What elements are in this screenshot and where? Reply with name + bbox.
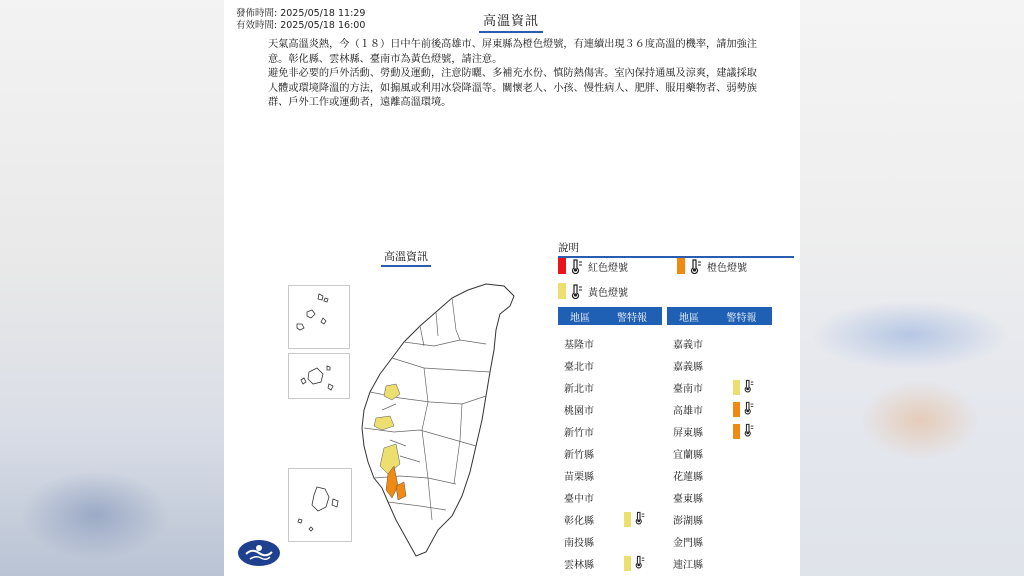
region-row xyxy=(558,486,624,508)
thermometer-icon xyxy=(634,510,646,528)
region-name: 新北市 xyxy=(564,383,594,395)
region-name: 嘉義市 xyxy=(673,339,703,351)
map-title: 高溫資訊 xyxy=(381,248,431,267)
advisory-paragraph-2: 避免非必要的戶外活動、勞動及運動，注意防曬、多補充水份、慎防熱傷害。室內保持通風及涼爽，建議採取人體或環境降溫的方法，如搧風或利用冰袋降溫等。關懷老人、小孩、慢性病人、肥胖、服用藥物者、弱勢族群、戶外工作或運動者，遠離高溫環境。 xyxy=(268,68,757,108)
region-row xyxy=(667,464,733,486)
region-name: 金門縣 xyxy=(673,537,703,549)
region-name: 嘉義縣 xyxy=(673,361,703,373)
heat-info-panel xyxy=(224,0,800,576)
warning-indicator-orange xyxy=(733,422,755,440)
region-row xyxy=(667,486,733,508)
col-region-right: 地區 xyxy=(679,312,699,324)
region-row xyxy=(667,398,755,420)
legend-red xyxy=(558,258,628,274)
warning-indicator-yellow xyxy=(733,378,755,396)
yellow-swatch xyxy=(624,556,631,571)
region-row xyxy=(667,332,733,354)
region-name: 新竹縣 xyxy=(564,449,594,461)
region-row xyxy=(667,376,755,398)
region-row xyxy=(558,376,624,398)
region-row xyxy=(667,552,733,574)
orange-swatch xyxy=(733,424,740,439)
orange-swatch xyxy=(733,402,740,417)
region-row xyxy=(558,464,624,486)
region-row xyxy=(667,442,733,464)
region-name: 臺南市 xyxy=(673,383,703,395)
thermometer-icon xyxy=(634,554,646,572)
region-name: 苗栗縣 xyxy=(564,471,594,483)
region-name: 新竹市 xyxy=(564,427,594,439)
region-row xyxy=(558,398,624,420)
region-row xyxy=(558,552,646,574)
legend-title: 說明 xyxy=(558,240,794,258)
region-row xyxy=(667,530,733,552)
table-header-left xyxy=(558,307,662,325)
region-row xyxy=(558,442,624,464)
region-name: 澎湖縣 xyxy=(673,515,703,527)
advisory-paragraph-1: 天氣高溫炎熱，今（１８）日中午前後高雄市、屏東縣為橙色燈號，有連續出現３６度高溫的機率，請加強注意。彰化縣、雲林縣、臺南市為黃色燈號，請注意。 xyxy=(268,39,757,65)
yellow-swatch xyxy=(624,512,631,527)
region-name: 桃園市 xyxy=(564,405,594,417)
table-header-right xyxy=(667,307,772,325)
region-name: 臺中市 xyxy=(564,493,594,505)
cwa-logo xyxy=(238,540,280,566)
region-row xyxy=(558,508,646,530)
thermometer-icon xyxy=(570,258,584,274)
valid-time: 有效時間: 2025/05/18 16:00 xyxy=(236,20,366,31)
region-name: 屏東縣 xyxy=(673,427,703,439)
warning-indicator-yellow xyxy=(624,554,646,572)
region-row xyxy=(667,508,733,530)
region-row xyxy=(558,420,624,442)
region-name: 連江縣 xyxy=(673,559,703,571)
region-row xyxy=(667,354,733,376)
legend-red-label: 紅色燈號 xyxy=(588,262,628,274)
issue-time: 發佈時間: 2025/05/18 11:29 xyxy=(236,8,366,19)
region-name: 花蓮縣 xyxy=(673,471,703,483)
thermometer-icon xyxy=(689,258,703,274)
region-name: 臺東縣 xyxy=(673,493,703,505)
page-title: 高溫資訊 xyxy=(479,10,543,33)
region-name: 基隆市 xyxy=(564,339,594,351)
col-warning-right: 警特報 xyxy=(726,312,757,324)
thermometer-icon xyxy=(570,283,584,299)
background-right xyxy=(800,0,1024,576)
legend-orange-label: 橙色燈號 xyxy=(707,262,747,274)
orange-swatch xyxy=(677,258,685,274)
warning-indicator-orange xyxy=(733,400,755,418)
region-name: 南投縣 xyxy=(564,537,594,549)
region-row xyxy=(667,420,755,442)
yellow-swatch xyxy=(733,380,740,395)
legend-orange xyxy=(677,258,747,274)
legend-yellow xyxy=(558,283,628,299)
warning-indicator-yellow xyxy=(624,510,646,528)
region-row xyxy=(558,354,624,376)
region-row xyxy=(558,530,624,552)
yellow-swatch xyxy=(558,283,566,299)
col-region-left: 地區 xyxy=(570,312,590,324)
region-name: 彰化縣 xyxy=(564,515,594,527)
col-warning-left: 警特報 xyxy=(617,312,647,324)
region-name: 高雄市 xyxy=(673,405,703,417)
region-name: 雲林縣 xyxy=(564,559,594,571)
background-left xyxy=(0,0,224,576)
red-swatch xyxy=(558,258,566,274)
thermometer-icon xyxy=(743,378,755,396)
region-row xyxy=(558,332,624,354)
region-name: 宜蘭縣 xyxy=(673,449,703,461)
legend-yellow-label: 黃色燈號 xyxy=(588,287,628,299)
region-name: 臺北市 xyxy=(564,361,594,373)
thermometer-icon xyxy=(743,422,755,440)
thermometer-icon xyxy=(743,400,755,418)
